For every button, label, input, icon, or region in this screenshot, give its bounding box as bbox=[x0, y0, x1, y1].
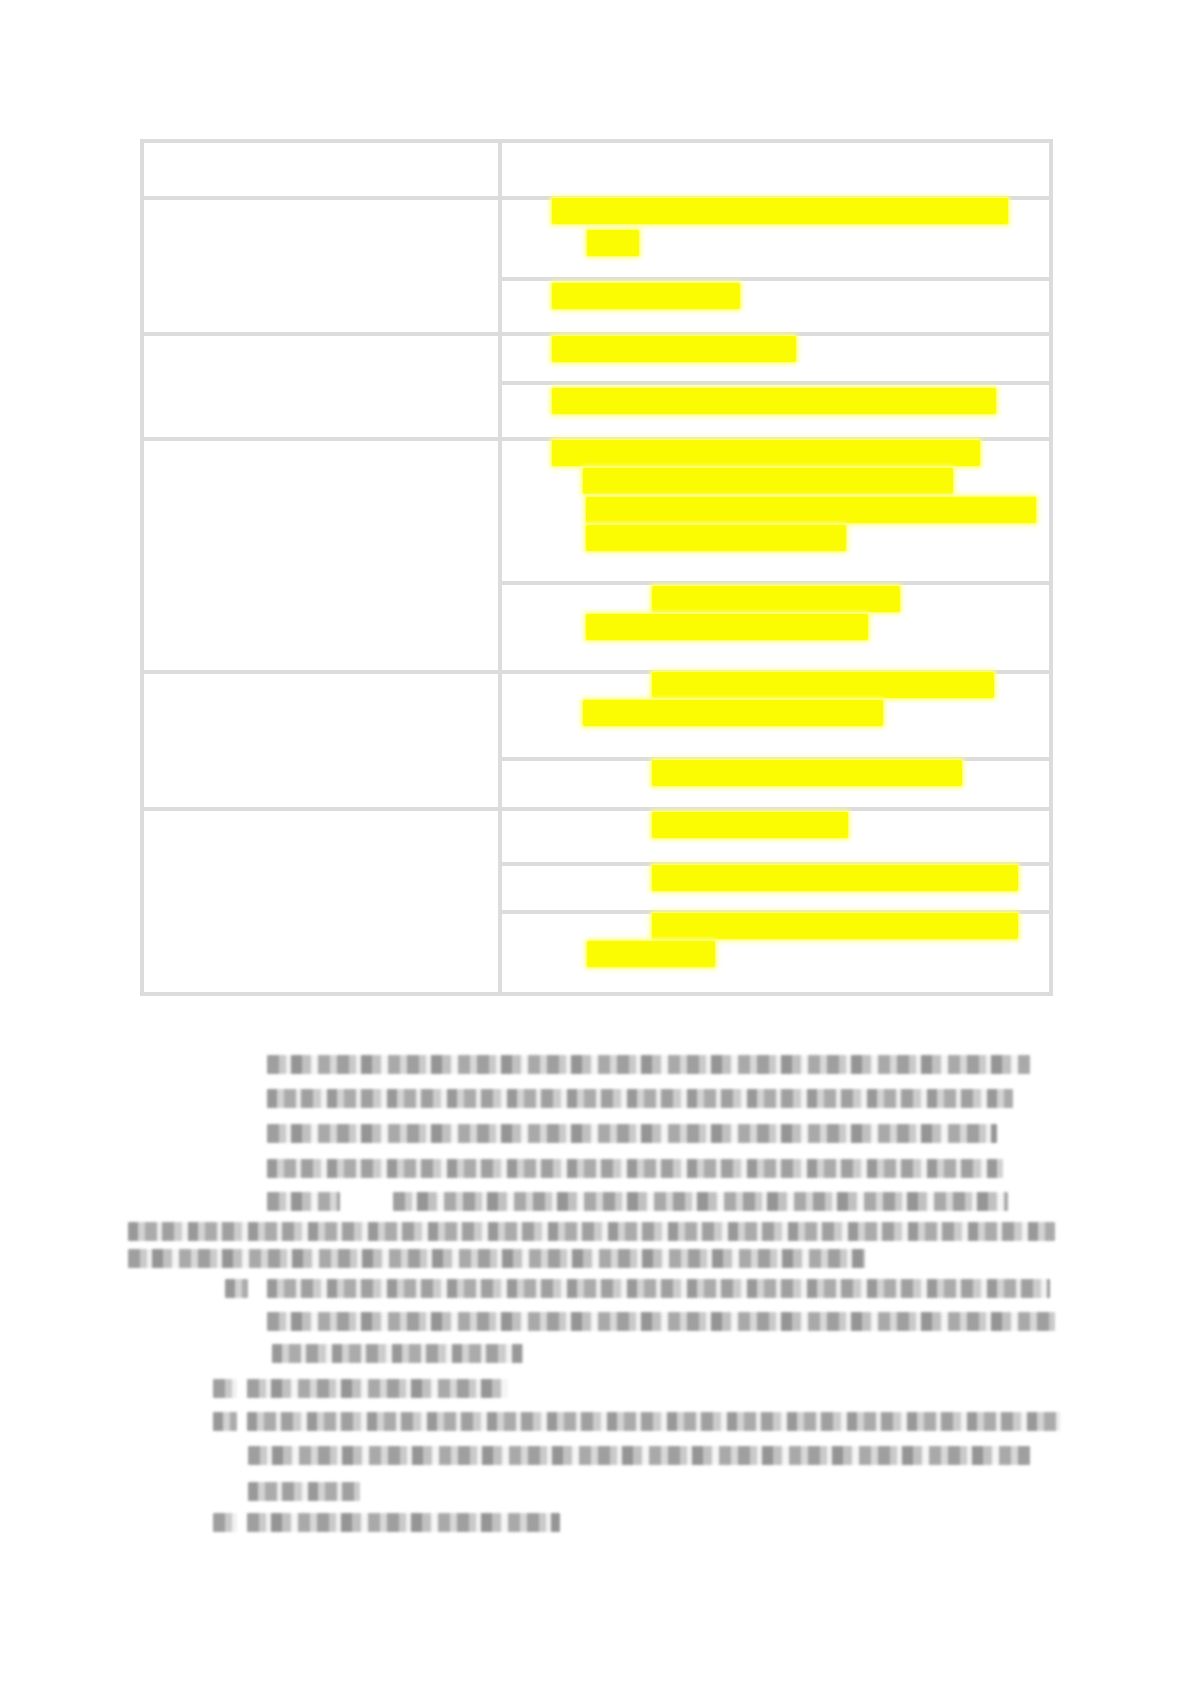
highlight-bar bbox=[552, 440, 980, 466]
text-line-mush bbox=[128, 1222, 1055, 1241]
highlight-bar bbox=[652, 586, 900, 612]
text-line-mush bbox=[267, 1159, 1003, 1178]
highlight-bar bbox=[552, 283, 740, 309]
text-line-mush bbox=[267, 1312, 1055, 1331]
text-line-mush bbox=[247, 1412, 1060, 1431]
highlight-bar bbox=[552, 198, 1008, 224]
highlight-bar bbox=[587, 230, 639, 256]
highlight-bar bbox=[583, 468, 953, 494]
text-line-mush bbox=[247, 1513, 560, 1532]
highlight-bar bbox=[552, 336, 796, 362]
highlight-bar bbox=[586, 497, 1036, 523]
subrow-divider-line bbox=[498, 581, 1049, 585]
highlight-bar bbox=[652, 865, 1018, 891]
text-line-mush bbox=[272, 1344, 523, 1363]
text-line-mush bbox=[267, 1055, 1030, 1074]
text-line-mush bbox=[248, 1482, 360, 1501]
text-line-mush bbox=[267, 1279, 1050, 1298]
text-line-mush bbox=[248, 1446, 1030, 1465]
highlight-bar bbox=[552, 388, 996, 414]
highlight-bar bbox=[652, 812, 848, 838]
list-marker-mush bbox=[213, 1412, 237, 1431]
text-line-mush bbox=[128, 1249, 865, 1268]
highlight-bar bbox=[586, 525, 846, 551]
highlight-bar bbox=[586, 614, 868, 640]
highlight-bar bbox=[583, 700, 883, 726]
subrow-divider-line bbox=[498, 381, 1049, 385]
highlight-bar bbox=[652, 760, 962, 786]
list-marker-mush bbox=[225, 1279, 248, 1298]
list-marker-mush bbox=[213, 1513, 237, 1532]
column-divider-line bbox=[498, 143, 502, 992]
subrow-divider-line bbox=[498, 277, 1049, 281]
row-divider-line bbox=[144, 807, 1049, 811]
list-marker-mush bbox=[213, 1379, 237, 1398]
highlight-bar bbox=[587, 941, 715, 967]
highlight-bar bbox=[652, 913, 1018, 939]
text-line-mush bbox=[267, 1089, 1013, 1108]
text-line-mush bbox=[267, 1124, 997, 1143]
text-line-mush bbox=[247, 1379, 508, 1398]
highlight-bar bbox=[652, 672, 994, 698]
text-line-mush bbox=[393, 1192, 1008, 1211]
text-line-mush bbox=[267, 1192, 340, 1211]
